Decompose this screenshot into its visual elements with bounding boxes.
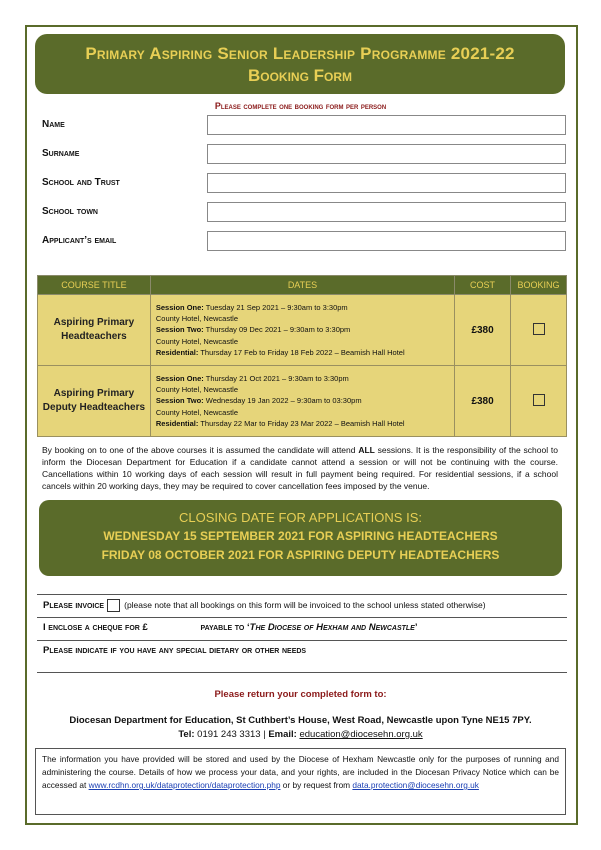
surname-label: Surname — [42, 148, 80, 159]
session-venue: County Hotel, Newcastle — [155, 336, 238, 346]
name-input[interactable] — [207, 115, 566, 135]
school-town-label: School town — [42, 206, 98, 217]
course-title-cell: Aspiring Primary Deputy Headteachers — [38, 366, 151, 437]
session-venue: County Hotel, Newcastle — [155, 407, 238, 417]
booking-cell — [511, 366, 567, 437]
course-table-header — [38, 276, 567, 295]
divider — [37, 594, 567, 595]
terms-emphasis: ALL — [358, 445, 375, 455]
course-dates-cell — [150, 366, 454, 437]
email-row — [42, 231, 566, 251]
session-label: Session Two: — [155, 396, 204, 406]
name-row — [42, 115, 566, 135]
tel-label: Tel: — [178, 729, 195, 740]
course-dates-cell — [150, 295, 454, 366]
session-date: Thursday 22 Mar to Friday 23 Mar 2022 – Beamish Hall Hotel — [198, 418, 405, 428]
session-label: Residential: — [155, 418, 199, 428]
session-date: Thursday 17 Feb to Friday 18 Feb 2022 – Beamish Hall Hotel — [198, 347, 405, 357]
school-trust-label: School and Trust — [42, 177, 120, 188]
table-row — [38, 295, 567, 366]
privacy-notice — [35, 748, 566, 815]
course-table — [37, 275, 567, 437]
session-date: Thursday 21 Oct 2021 – 9:30am to 3:30pm — [203, 373, 349, 383]
dietary-label: Please indicate if you have any special dietary or other needs — [43, 645, 307, 656]
session-label: Session One: — [155, 373, 204, 383]
cheque-row — [43, 622, 418, 633]
cheque-payable-suffix: ’ — [414, 622, 418, 633]
course-cost-cell: £380 — [455, 295, 511, 366]
surname-row — [42, 144, 566, 164]
return-heading: Please return your completed form to: — [214, 689, 387, 700]
privacy-text: or by request from — [280, 780, 353, 790]
email-link[interactable]: education@diocesehn.org.uk — [299, 729, 423, 740]
session-date: Thursday 09 Dec 2021 – 9:30am to 3:30pm — [203, 325, 351, 335]
title-banner — [35, 34, 565, 94]
terms-text: By booking on to one of the above courses it is assumed the candidate will attend — [42, 445, 359, 455]
surname-input[interactable] — [207, 144, 566, 164]
terms-paragraph — [42, 444, 558, 492]
course-title-cell: Aspiring Primary Headteachers — [38, 295, 151, 366]
header-dates: DATES — [150, 276, 454, 295]
tel-number: 0191 243 3313 | — [194, 729, 269, 740]
school-trust-row — [42, 173, 566, 193]
school-town-row — [42, 202, 566, 222]
divider — [37, 672, 567, 673]
invoice-checkbox[interactable] — [107, 599, 120, 612]
name-label: Name — [42, 119, 65, 130]
invoice-note: (please note that all bookings on this form will be invoiced to the school unless stated otherwise) — [124, 599, 486, 610]
session-date: Wednesday 19 Jan 2022 – 9:30am to 03:30pm — [203, 396, 362, 406]
booking-checkbox-headteachers[interactable] — [533, 323, 545, 335]
header-cost: COST — [455, 276, 511, 295]
email-label: Applicant’s email — [42, 235, 117, 246]
email-input[interactable] — [207, 231, 566, 251]
email-contact-label: Email: — [268, 729, 297, 740]
return-contact — [0, 729, 601, 740]
school-trust-input[interactable] — [207, 173, 566, 193]
booking-checkbox-deputy-headteachers[interactable] — [533, 394, 545, 406]
header-course-title: COURSE TITLE — [38, 276, 151, 295]
closing-date-banner — [39, 500, 562, 576]
header-booking: BOOKING — [511, 276, 567, 295]
closing-date-headteachers: WEDNESDAY 15 SEPTEMBER 2021 FOR ASPIRING HEADTEACHERS — [103, 529, 498, 543]
cheque-label: I enclose a cheque for £ — [43, 622, 148, 633]
session-label: Session Two: — [155, 325, 204, 335]
privacy-text: The information you have provided will be stored and used by the Diocese of Hexham Newcastle only for the purposes of running and administering the course. Details of how we process your data, and your rights, are included in the Diocesan Privacy Notice which can be accessed at — [42, 754, 559, 790]
data-protection-email-link[interactable]: data.protection@diocesehn.org.uk — [352, 780, 479, 790]
terms-text: sessions. It is the responsibility of the school to inform the Diocesan Department for Education if a candidate cannot attend a session or will not be continuing with the course. Cancellations within 10 working days of each session will result in full payment being required. For residential sessions, if a school cancels within 20 working days, they may be required to cover cancellation fees imposed by the venue. — [42, 445, 558, 491]
invoice-label: Please invoice — [43, 599, 105, 611]
session-venue: County Hotel, Newcastle — [155, 385, 238, 395]
closing-date-deputy: FRIDAY 08 OCTOBER 2021 FOR ASPIRING DEPUTY HEADTEACHERS — [101, 548, 500, 562]
booking-cell — [511, 295, 567, 366]
course-cost-cell: £380 — [455, 366, 511, 437]
form-subtitle: Booking Form — [247, 66, 353, 85]
session-label: Residential: — [155, 347, 199, 357]
session-date: Tuesday 21 Sep 2021 – 9:30am to 3:30pm — [203, 302, 348, 312]
form-title: Primary Aspiring Senior Leadership Programme 2021-22 — [85, 44, 515, 63]
cheque-payee: The Diocese of Hexham and Newcastle — [249, 622, 415, 633]
table-row — [38, 366, 567, 437]
dietary-row — [43, 645, 306, 656]
form-instruction: Please complete one booking form per person — [214, 101, 387, 111]
cheque-payable-prefix: payable to ‘ — [200, 622, 250, 633]
return-address: Diocesan Department for Education, St Cuthbert’s House, West Road, Newcastle upon Tyne NE15 7PY. — [69, 715, 532, 726]
closing-heading: CLOSING DATE FOR APPLICATIONS IS: — [179, 510, 422, 525]
divider — [37, 640, 567, 641]
invoice-row — [43, 599, 486, 612]
school-town-input[interactable] — [207, 202, 566, 222]
divider — [37, 617, 567, 618]
privacy-policy-link[interactable]: www.rcdhn.org.uk/dataprotection/dataprotection.php — [88, 780, 281, 790]
session-label: Session One: — [155, 302, 204, 312]
session-venue: County Hotel, Newcastle — [155, 314, 238, 324]
